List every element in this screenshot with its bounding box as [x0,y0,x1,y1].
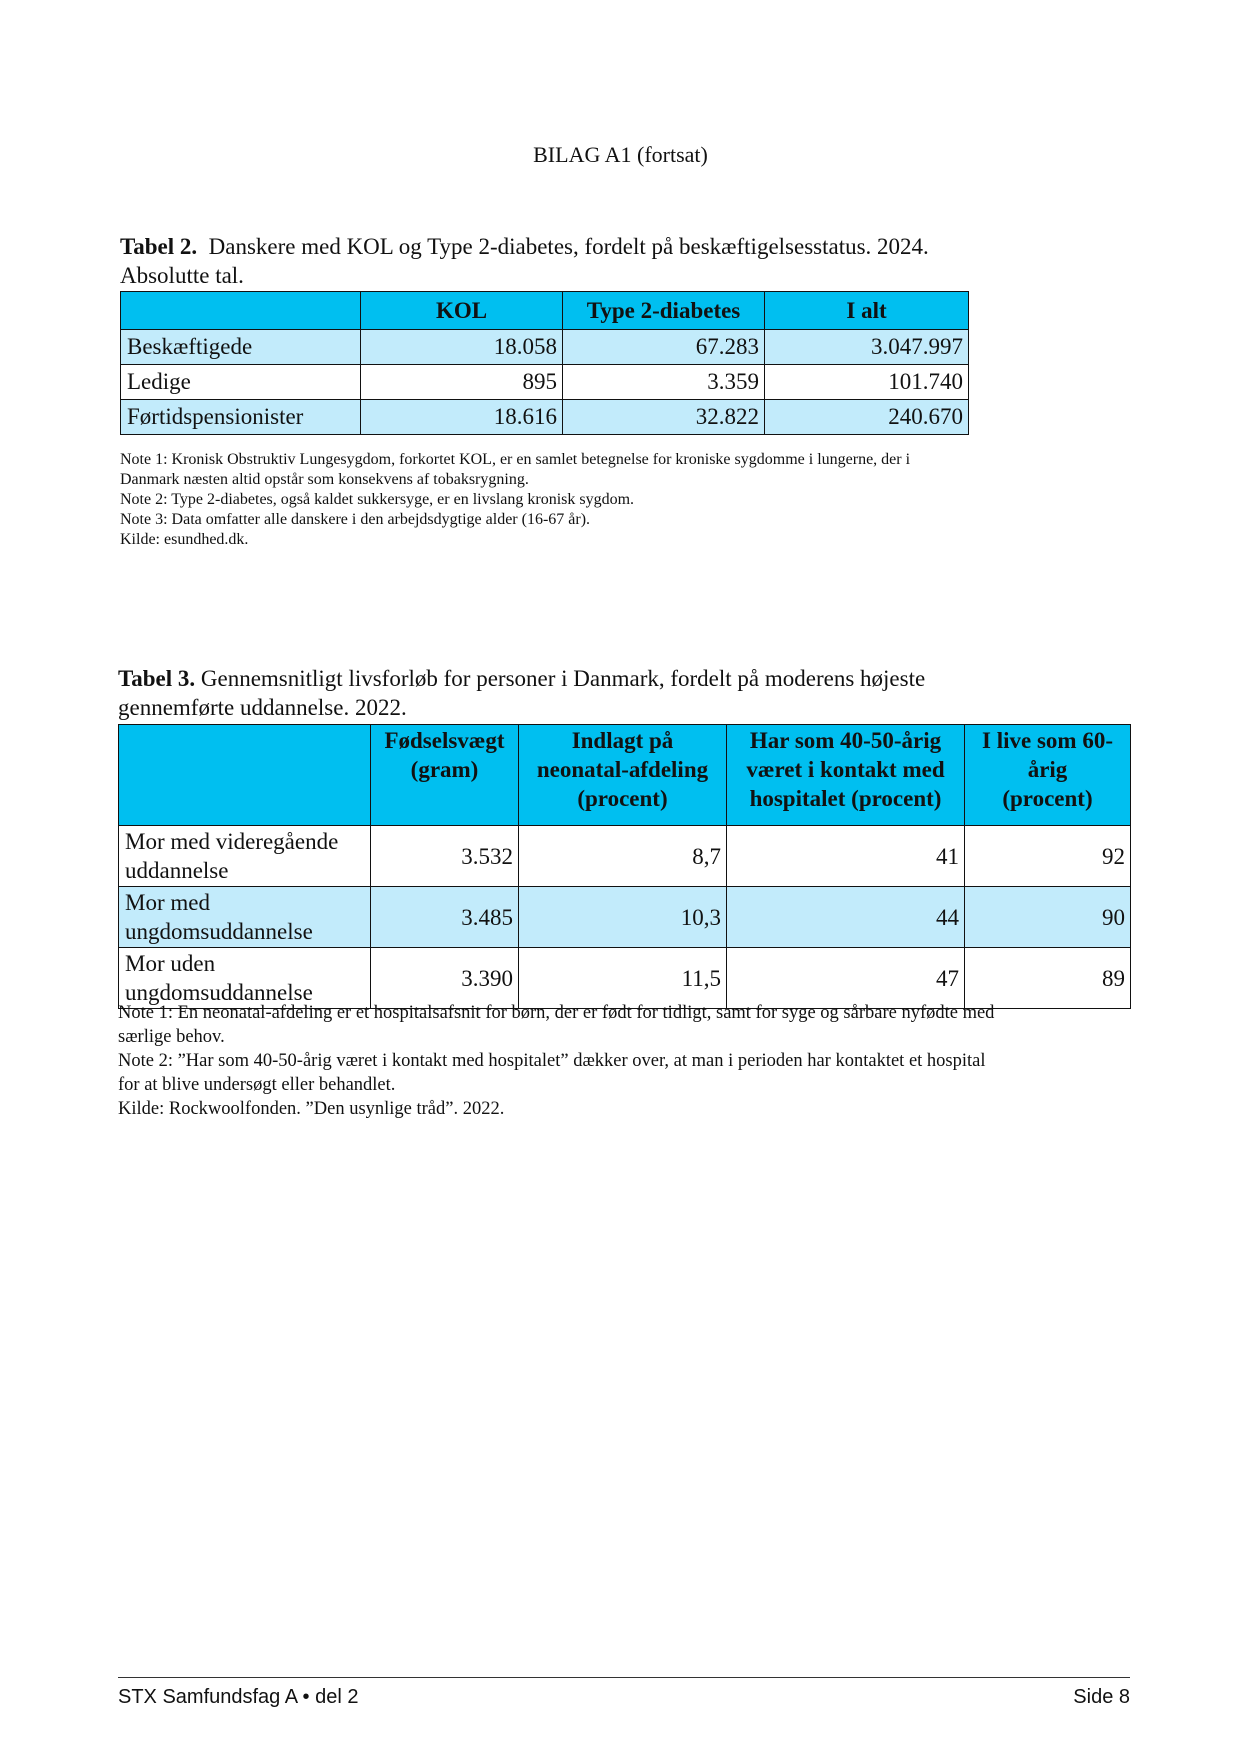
header-line: neonatal-afdeling [536,757,709,782]
kol-value: 18.616 [361,400,563,435]
neonatal-value: 10,3 [519,887,727,948]
header-line: (procent) [577,786,668,811]
table-row [119,948,1131,1009]
row-label [119,948,371,1009]
row-label: Ledige [121,365,361,400]
table3-header-empty [119,725,371,826]
table3-note-line: særlige behov. [118,1027,225,1047]
row-label-line: Mor med videregående [125,829,339,854]
contact-value: 41 [727,826,965,887]
t2d-value: 67.283 [563,330,765,365]
row-label-line: uddannelse [125,858,229,883]
table2-note-line: Note 1: Kronisk Obstruktiv Lungesygdom, forkortet KOL, er en samlet betegnelse for kroniske sygdomme i lungerne, der i [120,451,911,468]
table2-caption-text: Danskere med KOL og Type 2-diabetes, fordelt på beskæftigelsesstatus. 2024. [208,234,929,259]
table2 [120,291,969,435]
table2-note-line: Note 2: Type 2-diabetes, også kaldet sukkersyge, er en livslang kronisk sygdom. [120,491,635,508]
page-heading: BILAG A1 (fortsat) [533,142,708,167]
table-row [121,365,969,400]
table3-caption-line2: gennemførte uddannelse. 2022. [118,695,407,720]
alive-value: 90 [965,887,1131,948]
header-line: Har som 40-50-årig [749,728,942,753]
header-line: (procent) [1002,786,1093,811]
header-line: Fødselsvægt [384,728,505,753]
table2-header-total: I alt [765,292,969,330]
footer-right: Side 8 [1073,1686,1130,1708]
table2-caption [120,232,1020,290]
table3-note-line: for at blive undersøgt eller behandlet. [118,1075,396,1095]
table3-caption-label: Tabel 3. [118,666,196,691]
header-line: Indlagt på [571,728,674,753]
header-line: årig [1027,757,1068,782]
table3-caption [118,664,1118,722]
table2-caption-line2: Absolutte tal. [120,263,244,288]
row-label: Beskæftigede [121,330,361,365]
table3-note-line: Kilde: Rockwoolfonden. ”Den usynlige tråd”. 2022. [118,1099,505,1119]
total-value: 3.047.997 [765,330,969,365]
header-line: (gram) [410,757,479,782]
header-line: hospitalet (procent) [749,786,942,811]
table3 [118,724,1131,1009]
table3-header-alive [965,725,1131,826]
table2-caption-label: Tabel 2. [120,234,198,259]
weight-value: 3.390 [371,948,519,1009]
table3-note-line: Note 2: ”Har som 40-50-årig været i kontakt med hospitalet” dækker over, at man i perioden har kontaktet et hospital [118,1051,986,1071]
contact-value: 47 [727,948,965,1009]
row-label-line: ungdomsuddannelse [125,919,313,944]
table-row [121,330,969,365]
table-row [119,826,1131,887]
row-label [119,826,371,887]
table3-header-row [119,725,1131,826]
table2-header-empty [121,292,361,330]
total-value: 101.740 [765,365,969,400]
header-line: I live som 60- [982,728,1113,753]
table3-header-neonatal [519,725,727,826]
neonatal-value: 8,7 [519,826,727,887]
kol-value: 895 [361,365,563,400]
row-label: Førtidspensionister [121,400,361,435]
table3-header-contact [727,725,965,826]
row-label-line: Mor uden [125,951,216,976]
header-line: været i kontakt med [746,757,945,782]
table2-note-line: Note 3: Data omfatter alle danskere i den arbejdsdygtige alder (16-67 år). [120,511,591,528]
table2-header-row [121,292,969,330]
kol-value: 18.058 [361,330,563,365]
table-row [119,887,1131,948]
footer-left: STX Samfundsfag A • del 2 [118,1686,359,1708]
weight-value: 3.485 [371,887,519,948]
table3-header-weight [371,725,519,826]
table2-header-t2d: Type 2-diabetes [563,292,765,330]
contact-value: 44 [727,887,965,948]
total-value: 240.670 [765,400,969,435]
alive-value: 89 [965,948,1131,1009]
row-label [119,887,371,948]
t2d-value: 3.359 [563,365,765,400]
table3-note-line: Note 1: En neonatal-afdeling er et hospitalsafsnit for børn, der er født for tidligt, samt for syge og sårbare nyfødte med [118,1003,995,1023]
table2-note-line: Danmark næsten altid opstår som konsekvens af tobaksrygning. [120,471,529,488]
weight-value: 3.532 [371,826,519,887]
t2d-value: 32.822 [563,400,765,435]
table3-notes [118,1001,1138,1121]
row-label-line: Mor med [125,890,210,915]
table2-notes [120,450,1120,550]
table2-header-kol: KOL [361,292,563,330]
table2-note-line: Kilde: esundhed.dk. [120,531,249,548]
footer-divider [118,1677,1130,1678]
neonatal-value: 11,5 [519,948,727,1009]
alive-value: 92 [965,826,1131,887]
row-label-line: ungdomsuddannelse [125,980,313,1005]
table3-caption-text: Gennemsnitligt livsforløb for personer i Danmark, fordelt på moderens højeste [200,666,926,691]
table-row [121,400,969,435]
